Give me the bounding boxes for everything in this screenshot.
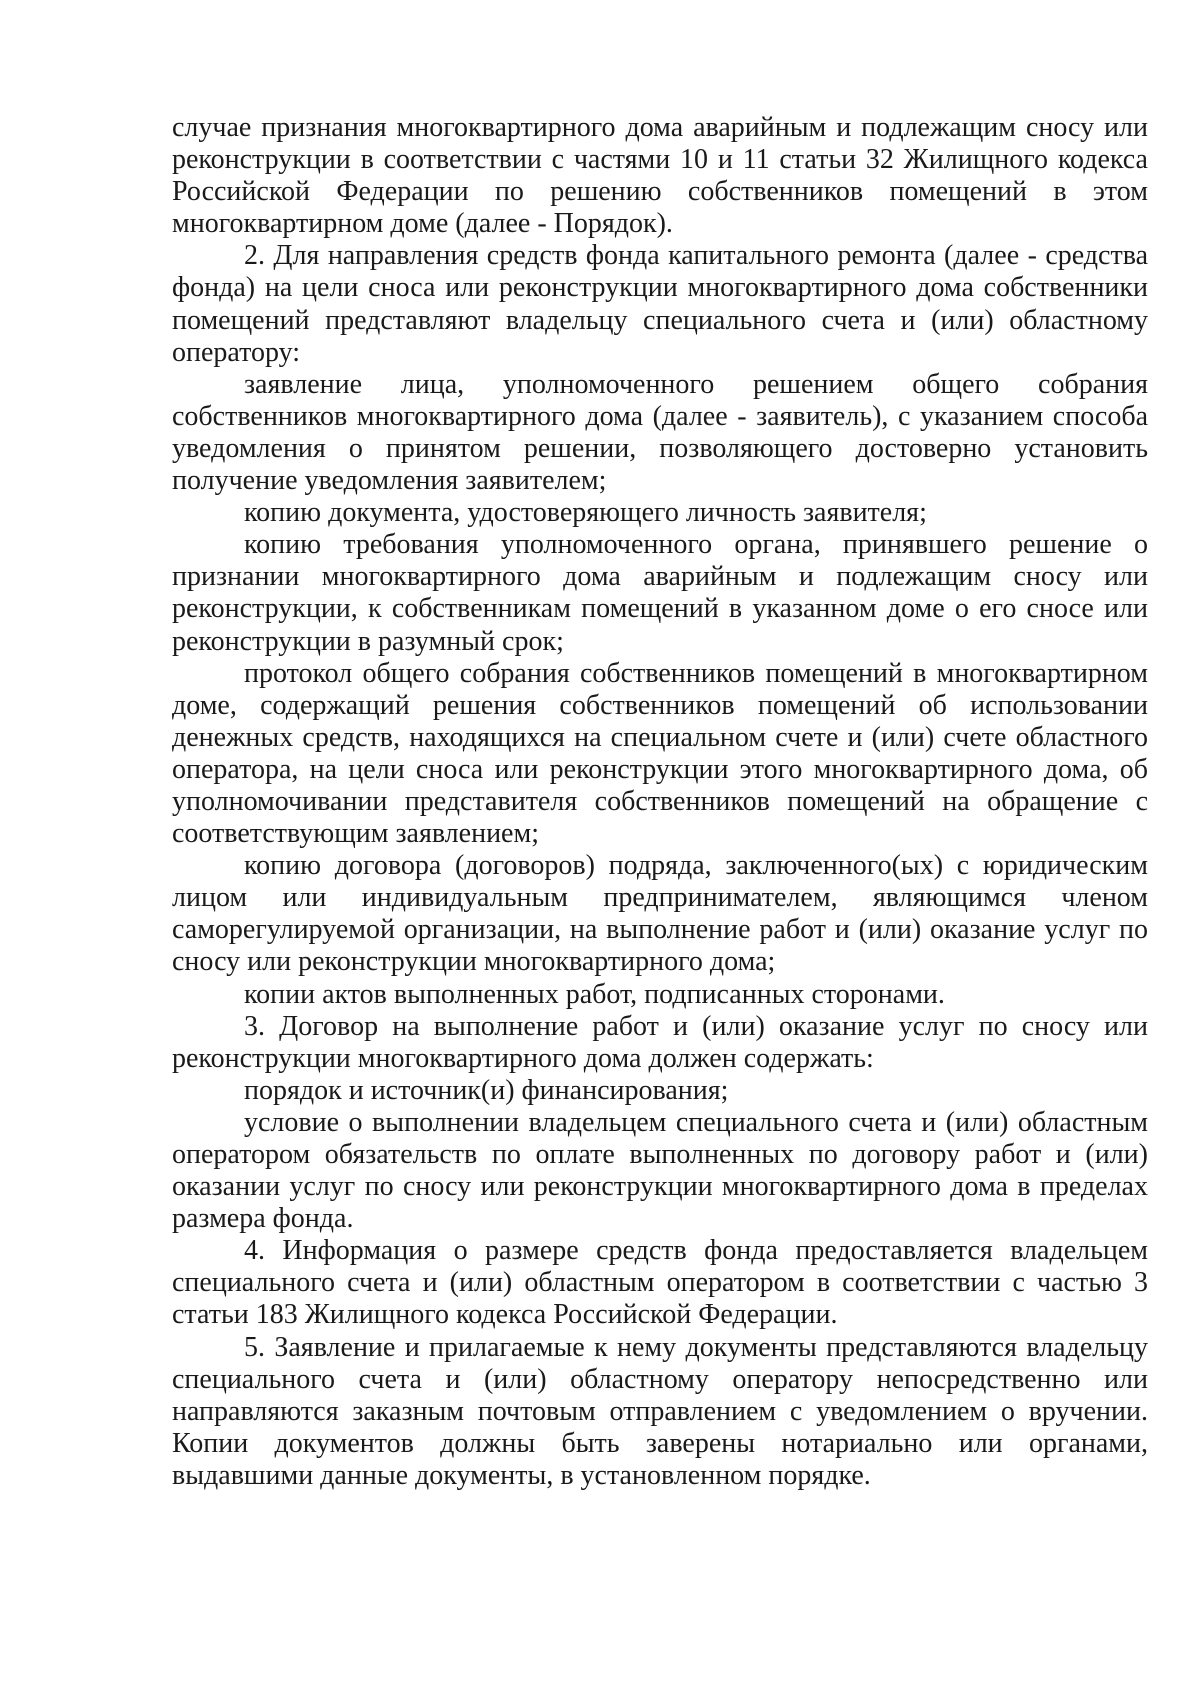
paragraph-meeting-protocol: протокол общего собрания собственников помещений в многоквартирном доме, содержащий решения собственников помещений об использовании денежных средств, находящихся на специальном счете и (или) счете областного оператора, на цели сноса или реконструкции этого многоквартирного дома, об уполномочивании представителя собственников помещений на обращение с соответствующим заявлением;	[172, 657, 1148, 850]
paragraph-item-3: 3. Договор на выполнение работ и (или) оказание услуг по сносу или реконструкции многоквартирного дома должен содержать:	[172, 1010, 1148, 1074]
paragraph-application: заявление лица, уполномоченного решением общего собрания собственников многоквартирного дома (далее - заявитель), с указанием способа уведомления о принятом решении, позволяющего достоверно установить получение уведомления заявителем;	[172, 368, 1148, 497]
document-page	[172, 112, 1148, 1492]
paragraph-payment-condition: условие о выполнении владельцем специального счета и (или) областным оператором обязательств по оплате выполненных по договору работ и (или) оказании услуг по сносу или реконструкции многоквартирного дома в пределах размера фонда.	[172, 1106, 1148, 1235]
paragraph-contract-copy: копию договора (договоров) подряда, заключенного(ых) с юридическим лицом или индивидуальным предпринимателем, являющимся членом саморегулируемой организации, на выполнение работ и (или) оказание услуг по сносу или реконструкции многоквартирного дома;	[172, 850, 1148, 978]
paragraph-work-acts: копии актов выполненных работ, подписанных сторонами.	[244, 978, 945, 1010]
paragraph-authority-requirement: копию требования уполномоченного органа, принявшего решение о признании многоквартирного дома аварийным и подлежащим сносу или реконструкции, к собственникам помещений в указанном доме о его сносе или реконструкции в разумный срок;	[172, 529, 1148, 657]
paragraph-intro-continuation: случае признания многоквартирного дома аварийным и подлежащим сносу или реконструкции в соответствии с частями 10 и 11 статьи 32 Жилищного кодекса Российской Федерации по решению собственников помещений в этом многоквартирном доме (далее - Порядок).	[172, 112, 1148, 240]
paragraph-financing: порядок и источник(и) финансирования;	[244, 1074, 729, 1106]
paragraph-item-5: 5. Заявление и прилагаемые к нему документы представляются владельцу специального счета и (или) областному оператору непосредственно или направляются заказным почтовым отправлением с уведомлением о вручении. Копии документов должны быть заверены нотариально или органами, выдавшими данные документы, в установленном порядке.	[172, 1331, 1148, 1491]
paragraph-item-4: 4. Информация о размере средств фонда предоставляется владельцем специального счета и (или) областным оператором в соответствии с частью 3 статьи 183 Жилищного кодекса Российской Федерации.	[172, 1235, 1148, 1331]
paragraph-item-2: 2. Для направления средств фонда капитального ремонта (далее - средства фонда) на цели сноса или реконструкции многоквартирного дома собственники помещений представляют владельцу специального счета и (или) областному оператору:	[172, 240, 1148, 368]
paragraph-identity-document: копию документа, удостоверяющего личность заявителя;	[244, 497, 927, 529]
